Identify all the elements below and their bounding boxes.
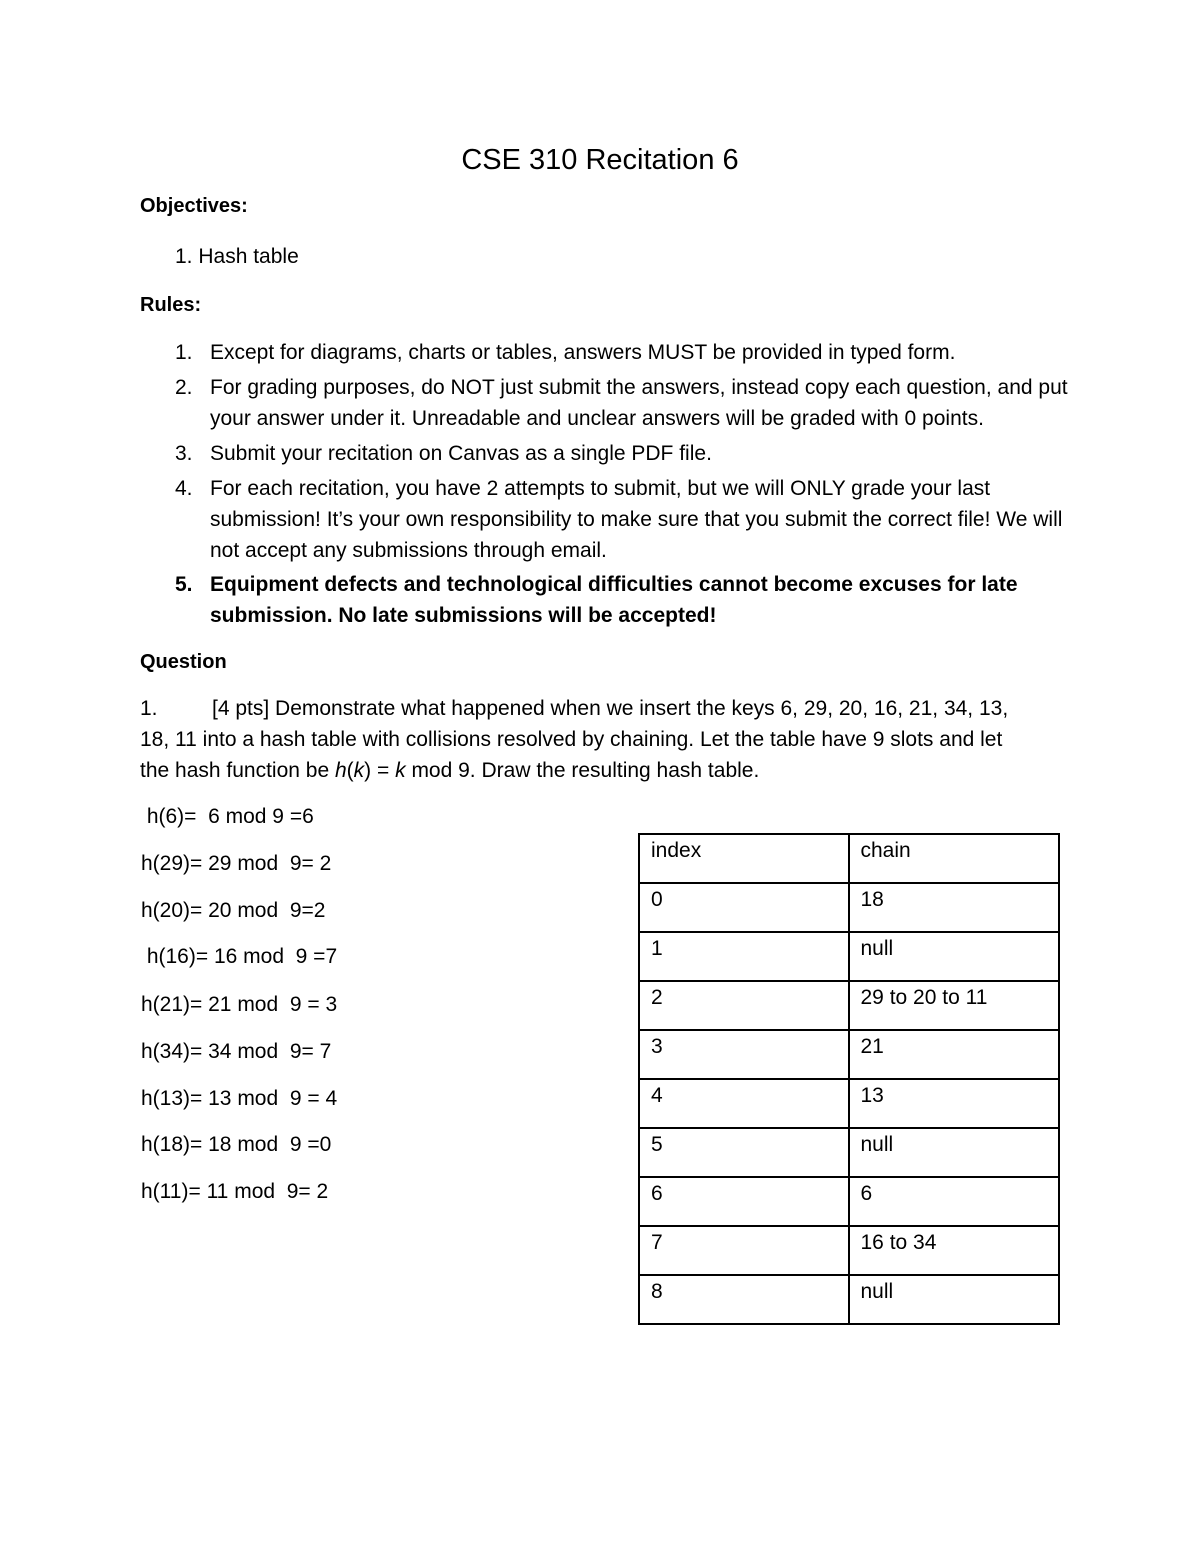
chain-cell: 13: [849, 1079, 1060, 1128]
rule-number: 3.: [175, 442, 193, 465]
index-cell: 7: [639, 1226, 849, 1275]
index-cell: 2: [639, 981, 849, 1030]
question-heading: Question: [140, 651, 227, 673]
table-row: [639, 883, 1059, 932]
chain-cell: null: [849, 1128, 1060, 1177]
table-header-row: [639, 834, 1059, 883]
chain-cell: 18: [849, 883, 1060, 932]
question-line-3: [140, 755, 1060, 786]
chain-cell: 21: [849, 1030, 1060, 1079]
rules-heading: Rules:: [140, 294, 202, 316]
calc-line: h(6)= 6 mod 9 =6: [141, 805, 314, 828]
index-cell: 5: [639, 1128, 849, 1177]
rule-item-2: [175, 372, 1075, 434]
table-row: [639, 1079, 1059, 1128]
calc-line: h(20)= 20 mod 9=2: [141, 899, 326, 922]
chain-cell: 29 to 20 to 11: [849, 981, 1060, 1030]
rule-text: Submit your recitation on Canvas as a single PDF file.: [210, 442, 712, 465]
objective-item: 1. Hash table: [175, 245, 299, 268]
rule-text: Except for diagrams, charts or tables, answers MUST be provided in typed form.: [210, 341, 956, 364]
hash-table: [638, 833, 1060, 1325]
rule-number: 4.: [175, 477, 193, 500]
index-cell: 4: [639, 1079, 849, 1128]
hash-symbol: h: [334, 759, 347, 782]
table-row: [639, 932, 1059, 981]
table-row: [639, 981, 1059, 1030]
calc-line: h(21)= 21 mod 9 = 3: [141, 993, 338, 1016]
rule-text: For grading purposes, do NOT just submit the answers, instead copy each question, and put your answer under it. Unreadable and unclear answers will be graded with 0 points.: [210, 376, 1068, 430]
index-cell: 8: [639, 1275, 849, 1324]
calc-line: h(18)= 18 mod 9 =0: [141, 1133, 332, 1156]
page-title: CSE 310 Recitation 6: [461, 144, 739, 176]
chain-cell: null: [849, 932, 1060, 981]
key-symbol: k: [395, 759, 406, 782]
index-cell: 1: [639, 932, 849, 981]
rule-item-4: [175, 473, 1075, 566]
table-row: [639, 1030, 1059, 1079]
rule-number: 1.: [175, 341, 193, 364]
calc-line: h(11)= 11 mod 9= 2: [141, 1180, 329, 1203]
rule-number: 5.: [175, 573, 193, 596]
rule-text: For each recitation, you have 2 attempts to submit, but we will ONLY grade your last submission! It’s your own responsibility to make sure that you submit the correct file! We will not accept any submissions through email.: [210, 477, 1063, 562]
question-text-3b: ) =: [364, 759, 396, 782]
calc-line: h(29)= 29 mod 9= 2: [141, 852, 332, 875]
question-number: 1.: [140, 697, 158, 720]
chain-cell: 16 to 34: [849, 1226, 1060, 1275]
index-cell: 6: [639, 1177, 849, 1226]
chain-cell: 6: [849, 1177, 1060, 1226]
key-symbol: k: [353, 759, 365, 782]
header-cell-index: index: [639, 834, 849, 883]
question-paren: (: [346, 759, 354, 782]
rule-number: 2.: [175, 376, 193, 399]
chain-cell: null: [849, 1275, 1060, 1324]
question-text-1: [4 pts] Demonstrate what happened when we insert the keys 6, 29, 20, 16, 21, 34, 13,: [212, 697, 1009, 720]
question-text-3a: the hash function be: [140, 759, 335, 782]
calc-line: h(34)= 34 mod 9= 7: [141, 1040, 332, 1063]
rule-text: Equipment defects and technological difficulties cannot become excuses for late submission. No late submissions will be accepted!: [210, 573, 1018, 627]
rule-item-5: [175, 569, 1075, 631]
rule-item-3: [175, 438, 1075, 469]
question-text-3c: mod 9. Draw the resulting hash table.: [405, 759, 760, 782]
table-row: [639, 1177, 1059, 1226]
index-cell: 0: [639, 883, 849, 932]
calc-line: h(13)= 13 mod 9 = 4: [141, 1087, 338, 1110]
table-row: [639, 1226, 1059, 1275]
objectives-heading: Objectives:: [140, 195, 248, 217]
question-line-2: 18, 11 into a hash table with collisions resolved by chaining. Let the table have 9 slots and let: [140, 728, 1003, 751]
table-row: [639, 1275, 1059, 1324]
index-cell: 3: [639, 1030, 849, 1079]
question-line-1: [140, 693, 1060, 724]
rule-item-1: [175, 337, 1075, 368]
header-cell-chain: chain: [849, 834, 1060, 883]
table-row: [639, 1128, 1059, 1177]
calc-line: h(16)= 16 mod 9 =7: [141, 945, 338, 968]
